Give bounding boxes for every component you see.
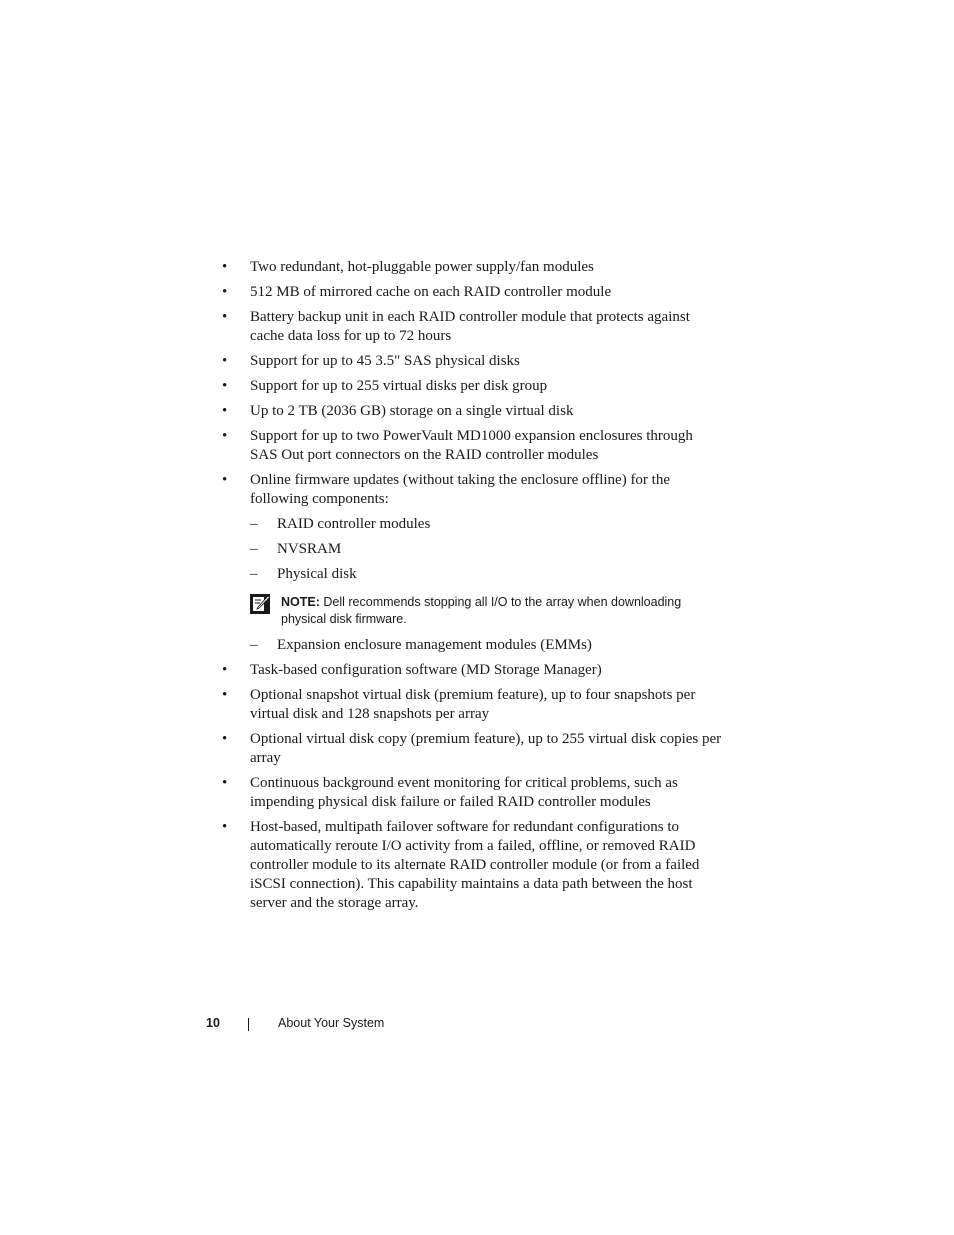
list-item-text: Support for up to 45 3.5" SAS physical disks [250, 353, 520, 369]
list-item-text: Task-based configuration software (MD Storage Manager) [250, 662, 602, 678]
sub-list-item-text: Expansion enclosure management modules (EMMs) [277, 637, 592, 653]
list-item [222, 377, 722, 396]
bullet-marker: • [222, 403, 228, 419]
list-item-text: Battery backup unit in each RAID controller module that protects against cache data loss for up to 72 hours [250, 309, 690, 344]
note-block [222, 594, 722, 628]
list-item [222, 774, 722, 812]
bullet-marker: • [222, 353, 228, 369]
note-label: NOTE: [281, 595, 320, 609]
list-item-text: Optional snapshot virtual disk (premium feature), up to four snapshots per virtual disk and 128 snapshots per array [250, 687, 696, 722]
dash-marker: – [250, 541, 258, 557]
list-item-text: Support for up to 255 virtual disks per disk group [250, 378, 548, 394]
list-item-text: Continuous background event monitoring for critical problems, such as impending physical disk failure or failed RAID controller modules [250, 775, 678, 810]
list-item-text: Host-based, multipath failover software for redundant configurations to automatically reroute I/O activity from a failed, offline, or removed RAID controller module to its alternate RAID controller module (or from a failed iSCSI connection). This capability maintains a data path between the host server and the storage array. [250, 819, 700, 911]
list-item-text: Two redundant, hot-pluggable power supply/fan modules [250, 259, 594, 275]
bullet-marker: • [222, 259, 228, 275]
list-item [222, 818, 722, 913]
bullet-marker: • [222, 687, 228, 703]
dash-marker: – [250, 566, 258, 582]
note-pencil-icon [250, 594, 270, 614]
sub-list-item-text: NVSRAM [277, 541, 342, 557]
dash-marker: – [250, 516, 258, 532]
list-item [222, 661, 722, 680]
sub-list-item [222, 636, 722, 655]
bullet-marker: • [222, 378, 228, 394]
bullet-marker: • [222, 428, 228, 444]
page-number: 10 [206, 1016, 220, 1030]
content-list [222, 258, 722, 919]
list-item-text: Online firmware updates (without taking the enclosure offline) for the following components: [250, 472, 671, 507]
list-item [222, 427, 722, 465]
sub-list-item-text: RAID controller modules [277, 516, 431, 532]
bullet-marker: • [222, 309, 228, 325]
bullet-marker: • [222, 284, 228, 300]
list-item [222, 258, 722, 277]
list-item-text: Up to 2 TB (2036 GB) storage on a single virtual disk [250, 403, 574, 419]
footer-separator [248, 1018, 249, 1031]
bullet-marker: • [222, 775, 228, 791]
list-item [222, 730, 722, 768]
list-item [222, 283, 722, 302]
list-item [222, 471, 722, 509]
sub-list-item [222, 515, 722, 534]
bullet-marker: • [222, 819, 228, 835]
bullet-marker: • [222, 472, 228, 488]
list-item-text: 512 MB of mirrored cache on each RAID controller module [250, 284, 612, 300]
list-item [222, 402, 722, 421]
list-item [222, 308, 722, 346]
list-item-text: Optional virtual disk copy (premium feature), up to 255 virtual disk copies per array [250, 731, 722, 766]
sub-list-item [222, 540, 722, 559]
sub-list-item-text: Physical disk [277, 566, 357, 582]
list-item [222, 686, 722, 724]
bullet-marker: • [222, 662, 228, 678]
note-text: Dell recommends stopping all I/O to the array when downloading physical disk firmware. [281, 595, 682, 626]
bullet-marker: • [222, 731, 228, 747]
section-title: About Your System [278, 1016, 385, 1030]
list-item [222, 352, 722, 371]
list-item-text: Support for up to two PowerVault MD1000 expansion enclosures through SAS Out port connectors on the RAID controller modules [250, 428, 693, 463]
sub-list-item [222, 565, 722, 584]
dash-marker: – [250, 637, 258, 653]
